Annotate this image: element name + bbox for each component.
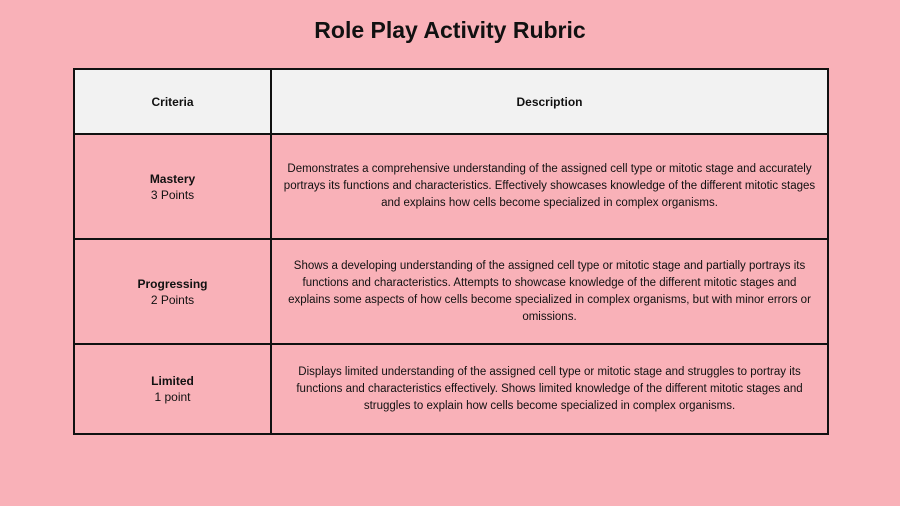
criteria-points: 1 point <box>154 390 191 404</box>
table-row <box>74 134 828 239</box>
criteria-cell <box>74 134 271 239</box>
description-text: Demonstrates a comprehensive understanding of the assigned cell type or mitotic stage and accurately portrays its functions and characteristics. Effectively showcases knowledge of the different mitotic stages and explains how cells become specialized in complex organisms. <box>283 163 816 209</box>
header-description: Description <box>271 69 828 134</box>
criteria-points: 3 Points <box>150 187 195 202</box>
rubric-table <box>73 68 829 435</box>
criteria-cell <box>74 344 271 434</box>
page-title: Role Play Activity Rubric <box>314 17 586 43</box>
table-header-row <box>74 69 828 134</box>
criteria-level: Progressing <box>137 276 208 291</box>
criteria-level: Limited <box>151 374 194 388</box>
criteria-cell <box>74 239 271 344</box>
criteria-level: Mastery <box>149 171 196 186</box>
header-criteria: Criteria <box>74 69 271 134</box>
description-text: Shows a developing understanding of the assigned cell type or mitotic stage and partially portrays its functions and characteristics. Attempts to showcase knowledge of the different mitotic stages and explains some aspects of how cells become specialized in complex organisms, but with minor errors or omissions. <box>288 259 811 323</box>
table-row <box>74 239 828 344</box>
description-cell <box>271 134 828 239</box>
description-cell <box>271 344 828 434</box>
description-cell <box>271 239 828 344</box>
description-text: Displays limited understanding of the assigned cell type or mitotic stage and struggles to portray its functions and characteristics effectively. Shows limited knowledge of the different mitotic stages and struggles to explain how cells become specialized in complex organisms. <box>296 365 803 412</box>
table-row <box>74 344 828 434</box>
criteria-points: 2 Points <box>150 292 195 307</box>
